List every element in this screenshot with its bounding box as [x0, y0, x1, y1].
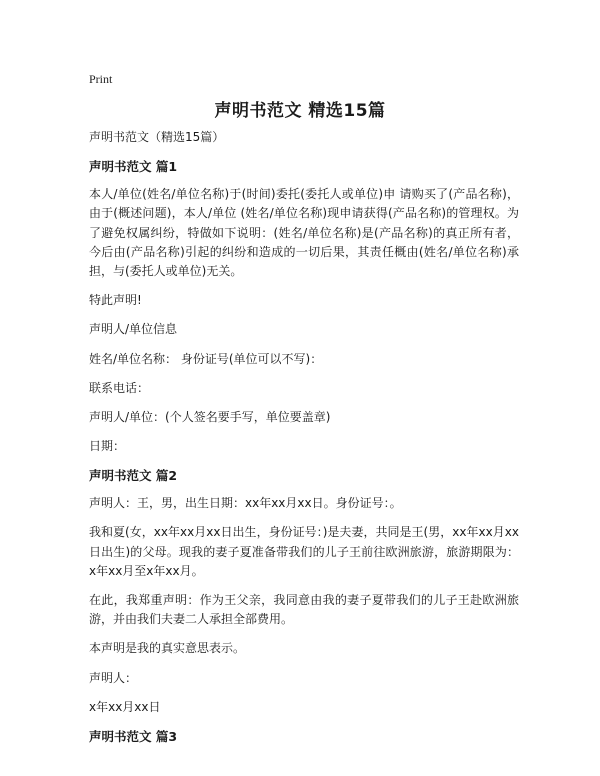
paragraph: 声明人/单位信息	[89, 322, 178, 337]
page-title: 声明书范文 精选15篇	[214, 101, 386, 121]
section-heading: 声明书范文 篇1	[89, 159, 178, 175]
section-heading: 声明书范文 篇2	[89, 468, 178, 484]
paragraph: 在此，我郑重声明：作为王父亲，我同意由我的妻子夏带我们的儿子王赴欧洲旅游，并由我们夫妻二人承担全部费用。	[89, 593, 519, 627]
print-link[interactable]: Print	[89, 72, 113, 86]
section-heading: 声明书范文 篇3	[89, 728, 178, 744]
document-subtitle: 声明书范文（精选15篇）	[89, 130, 225, 144]
paragraph: 本人/单位(姓名/单位名称)于(时间)委托(委托人或单位)申 请购买了(产品名称)，由于(概述问题)，本人/单位 (姓名/单位名称)现申请获得(产品名称)的管理权。为了避免权属纠纷，特做如下说明：(姓名/单位名称)是(产品名称)的真正所有者，今后由(产品名称)引起的纠纷和造成的一切后果，其责任概由(姓名/单位名称)承担，与(委托人或单位)无关。	[89, 187, 519, 278]
paragraph: 声明人：王，男，出生日期：xx年xx月xx日。身份证号：。	[89, 496, 402, 511]
paragraph: x年xx月xx日	[89, 699, 161, 714]
paragraph: 姓名/单位名称： 身份证号(单位可以不写)：	[89, 351, 323, 366]
paragraph: 日期：	[89, 439, 126, 454]
paragraph: 特此声明!	[89, 293, 142, 308]
paragraph: 本声明是我的真实意思表示。	[89, 641, 246, 656]
document-body	[89, 128, 519, 755]
paragraph: 联系电话：	[89, 380, 150, 395]
paragraph: 我和夏(女，xx年xx月xx日出生，身份证号：)是夫妻，共同是王(男，xx年xx月xx日出生)的父母。现我的妻子夏准备带我们的儿子王前往欧洲旅游，旅游期限为：x年xx月至x年xx月。	[89, 525, 519, 578]
paragraph: 声明人/单位：(个人签名要手写，单位要盖章)	[89, 409, 331, 424]
paragraph: 声明人：	[89, 670, 138, 685]
